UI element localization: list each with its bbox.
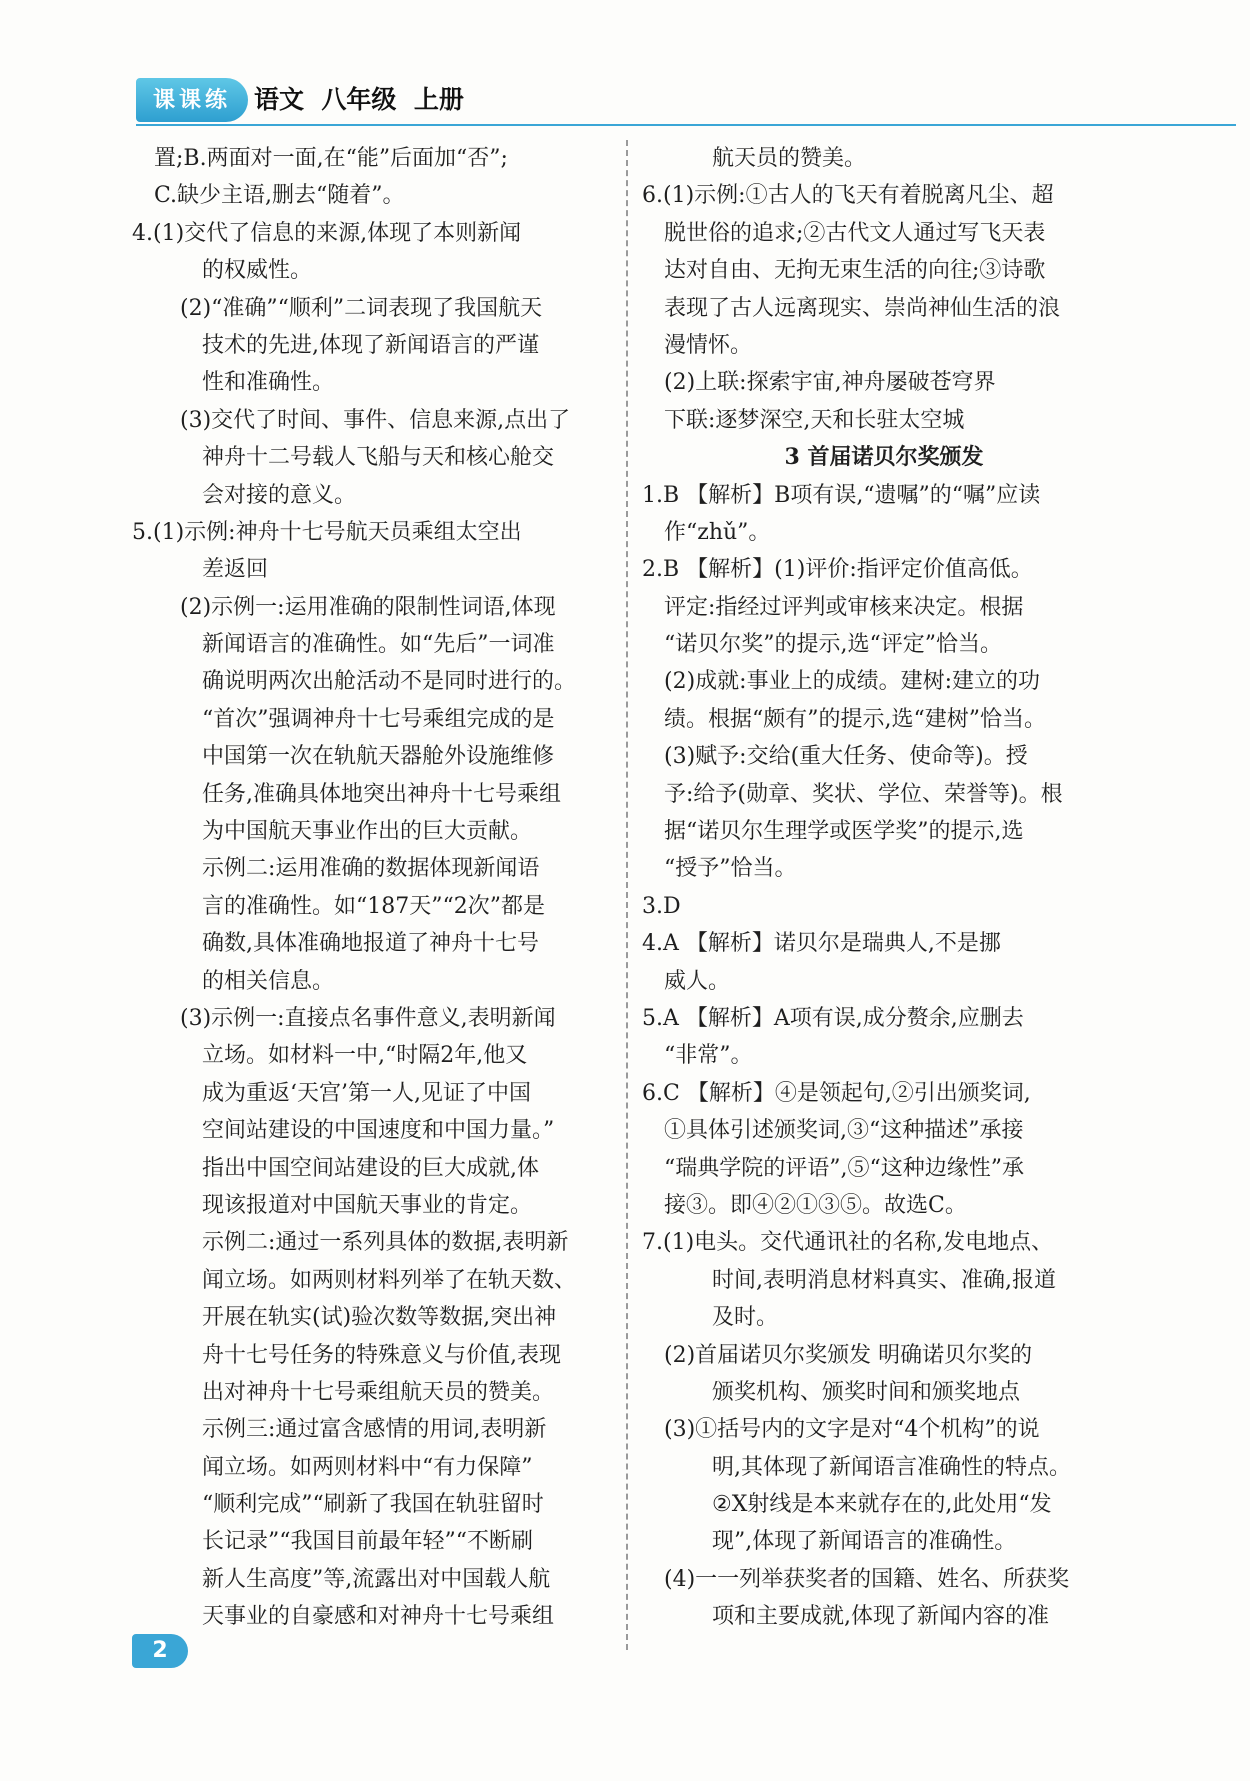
text-line: 作“zhǔ”。 xyxy=(664,519,771,545)
text-line: (2)成就:事业上的成绩。建树:建立的功 xyxy=(664,669,1040,695)
text-line: 中国第一次在轨航天器舱外设施维修 xyxy=(202,744,555,770)
text-line: 明,其体现了新闻语言准确性的特点。 xyxy=(712,1454,1071,1480)
text-line: (2)首届诺贝尔奖颁发 明确诺贝尔奖的 xyxy=(664,1342,1033,1368)
text-line: (3)①括号内的文字是对“4个机构”的说 xyxy=(664,1417,1040,1443)
text-line: 脱世俗的追求;②古代文人通过写飞天表 xyxy=(664,220,1046,246)
text-line: 舟十七号任务的特殊意义与价值,表现 xyxy=(202,1342,561,1368)
text-line: 6.C 【解析】④是领起句,②引出颁奖词, xyxy=(642,1080,1031,1106)
text-line: 为中国航天事业作出的巨大贡献。 xyxy=(202,819,533,845)
text-line: 绩。根据“颇有”的提示,选“建树”恰当。 xyxy=(664,706,1046,732)
text-line: 空间站建设的中国速度和中国力量。” xyxy=(202,1118,555,1144)
text-line: “首次”强调神舟十七号乘组完成的是 xyxy=(202,706,555,732)
text-line: 闻立场。如两则材料中“有力保障” xyxy=(202,1454,533,1480)
text-line: “诺贝尔奖”的提示,选“评定”恰当。 xyxy=(664,632,1002,658)
text-line: (2)“准确”“顺利”二词表现了我国航天 xyxy=(180,295,543,321)
text-line: 闻立场。如两则材料列举了在轨天数、 xyxy=(202,1267,577,1293)
text-line: 的权威性。 xyxy=(202,258,313,284)
text-line: 出对神舟十七号乘组航天员的赞美。 xyxy=(202,1379,555,1405)
text-line: 漫情怀。 xyxy=(664,332,753,358)
text-line: (3)示例一:直接点名事件意义,表明新闻 xyxy=(180,1005,556,1031)
text-line: 新人生高度”等,流露出对中国载人航 xyxy=(202,1566,551,1592)
text-line: 予:给予(勋章、奖状、学位、荣誉等)。根 xyxy=(664,781,1063,807)
text-line: 下联:逐梦深空,天和长驻太空城 xyxy=(664,407,965,433)
text-line: 现该报道对中国航天事业的肯定。 xyxy=(202,1192,533,1218)
text-line: 指出中国空间站建设的巨大成就,体 xyxy=(202,1155,539,1181)
text-line: 项和主要成就,体现了新闻内容的准 xyxy=(712,1604,1049,1630)
text-line: 言的准确性。如“187天”“2次”都是 xyxy=(202,893,545,919)
text-line: (3)赋予:交给(重大任务、使命等)。授 xyxy=(664,744,1028,770)
text-line: 5.(1)示例:神舟十七号航天员乘组太空出 xyxy=(132,519,522,545)
text-line: (2)示例一:运用准确的限制性词语,体现 xyxy=(180,594,556,620)
text-line: 开展在轨实(试)验次数等数据,突出神 xyxy=(202,1305,557,1331)
text-line: 天事业的自豪感和对神舟十七号乘组 xyxy=(202,1604,555,1630)
text-line: 3 首届诺贝尔奖颁发 xyxy=(784,444,984,471)
text-line: 颁奖机构、颁奖时间和颁奖地点 xyxy=(712,1379,1021,1405)
column-divider xyxy=(626,140,628,1650)
text-line: 6.(1)示例:①古人的飞天有着脱离凡尘、超 xyxy=(642,183,1054,209)
text-line: 置;B.两面对一面,在“能”后面加“否”; xyxy=(154,146,508,171)
text-line: “顺利完成”“刷新了我国在轨驻留时 xyxy=(202,1492,544,1518)
text-line: 航天员的赞美。 xyxy=(712,146,867,171)
text-line: 5.A 【解析】A项有误,成分赘余,应删去 xyxy=(642,1005,1024,1031)
page-header xyxy=(136,78,596,122)
text-line: 达对自由、无拘无束生活的向往;③诗歌 xyxy=(664,258,1046,284)
text-line: 示例二:运用准确的数据体现新闻语 xyxy=(202,856,540,882)
text-line: 威人。 xyxy=(664,968,731,994)
text-line: 表现了古人远离现实、崇尚神仙生活的浪 xyxy=(664,295,1061,321)
book-title: 语文 八年级 上册 xyxy=(254,85,464,114)
text-line: 确说明两次出舱活动不是同时进行的。 xyxy=(202,669,577,695)
text-line: 神舟十二号载人飞船与天和核心舱交 xyxy=(202,445,555,471)
text-line: 示例三:通过富含感情的用词,表明新 xyxy=(202,1417,547,1443)
text-line: (2)上联:探索宇宙,神舟屡破苍穹界 xyxy=(664,370,996,396)
text-line: (3)交代了时间、事件、信息来源,点出了 xyxy=(180,407,571,433)
right-column xyxy=(642,140,1126,1636)
text-line: 性和准确性。 xyxy=(202,370,335,396)
text-line: “非常”。 xyxy=(664,1043,753,1069)
text-line: 时间,表明消息材料真实、准确,报道 xyxy=(712,1267,1056,1293)
page-number: 2 xyxy=(132,1634,188,1668)
text-line: 的相关信息。 xyxy=(202,968,335,994)
series-badge: 课课练 xyxy=(136,78,248,122)
text-line: ②X射线是本来就存在的,此处用“发 xyxy=(712,1492,1052,1518)
text-line: 确数,具体准确地报道了神舟十七号 xyxy=(202,931,539,957)
text-line: 2.B 【解析】(1)评价:指评定价值高低。 xyxy=(642,557,1033,583)
text-line: 技术的先进,体现了新闻语言的严谨 xyxy=(202,332,539,358)
text-line: 成为重返‘天宫’第一人,见证了中国 xyxy=(202,1080,531,1106)
text-line: 现”,体现了新闻语言的准确性。 xyxy=(712,1529,1017,1555)
text-line: (4)一一列举获奖者的国籍、姓名、所获奖 xyxy=(664,1566,1070,1592)
left-column xyxy=(132,140,610,1636)
text-line: “授予”恰当。 xyxy=(664,856,797,882)
text-line: 3.D xyxy=(642,893,681,919)
text-line: 接③。即④②①③⑤。故选C。 xyxy=(664,1192,967,1218)
header-rule xyxy=(136,124,1236,126)
text-line: 及时。 xyxy=(712,1305,779,1331)
text-line: 据“诺贝尔生理学或医学奖”的提示,选 xyxy=(664,819,1024,845)
text-line: 立场。如材料一中,“时隔2年,他又 xyxy=(202,1043,528,1069)
text-line: 新闻语言的准确性。如“先后”一词准 xyxy=(202,632,555,658)
text-line: 示例二:通过一系列具体的数据,表明新 xyxy=(202,1230,569,1256)
text-line: ①具体引述颁奖词,③“这种描述”承接 xyxy=(664,1118,1024,1144)
text-line: 1.B 【解析】B项有误,“遗嘱”的“嘱”应读 xyxy=(642,482,1041,508)
text-line: 差返回 xyxy=(202,557,269,583)
text-line: 任务,准确具体地突出神舟十七号乘组 xyxy=(202,781,561,807)
text-line: 评定:指经过评判或审核来决定。根据 xyxy=(664,594,1024,620)
text-line: 4.(1)交代了信息的来源,体现了本则新闻 xyxy=(132,220,522,246)
text-line: 4.A 【解析】诺贝尔是瑞典人,不是挪 xyxy=(642,931,1001,957)
text-line: 7.(1)电头。交代通讯社的名称,发电地点、 xyxy=(642,1230,1054,1256)
text-line: 会对接的意义。 xyxy=(202,482,357,508)
text-line: C.缺少主语,删去“随着”。 xyxy=(154,183,405,209)
text-line: 长记录”“我国目前最年轻”“不断刷 xyxy=(202,1529,533,1555)
text-line: “瑞典学院的评语”,⑤“这种边缘性”承 xyxy=(664,1155,1024,1181)
